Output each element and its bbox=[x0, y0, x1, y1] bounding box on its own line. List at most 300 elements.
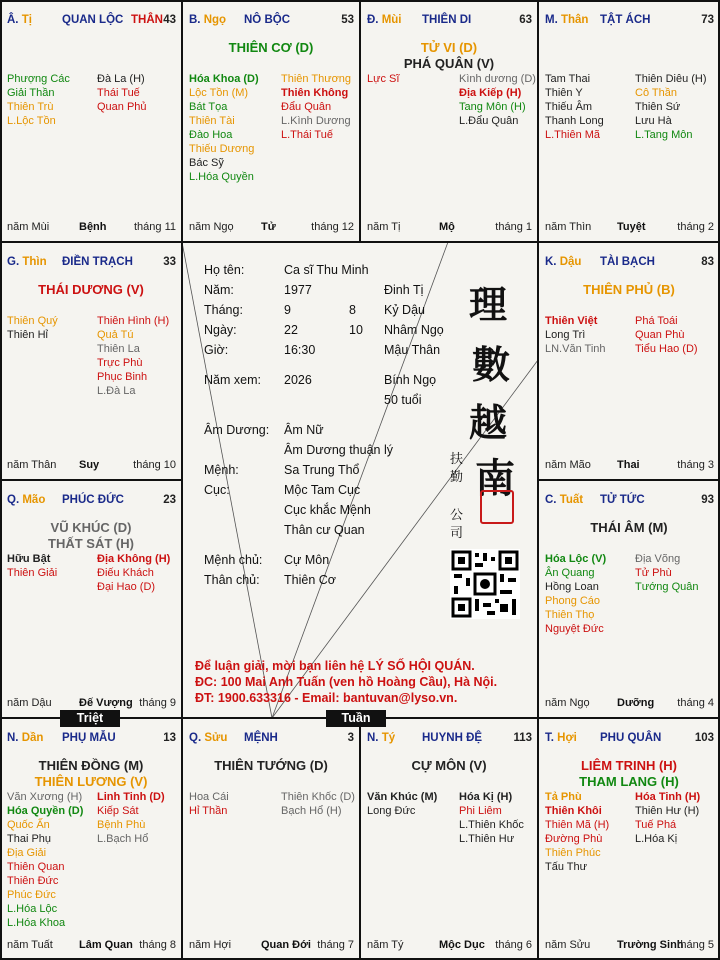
hour-value: 16:30 bbox=[284, 343, 316, 357]
minor-star: Thiên Diêu (H) bbox=[635, 73, 707, 85]
palace-header bbox=[545, 494, 714, 508]
palace-branch bbox=[367, 732, 395, 744]
palace-cell-hoi bbox=[538, 718, 720, 960]
right-star-column bbox=[459, 72, 536, 128]
palace-branch bbox=[545, 494, 583, 506]
palace-branch bbox=[7, 14, 32, 26]
minor-star: Quả Tú bbox=[97, 329, 134, 341]
palace-cell-ty bbox=[0, 0, 182, 242]
minor-star: Thiên Hình (H) bbox=[97, 315, 170, 327]
palace-month: tháng 10 bbox=[133, 459, 176, 471]
palace-header bbox=[7, 494, 176, 508]
palace-header bbox=[545, 256, 714, 270]
minor-star: Hóa Lộc (V) bbox=[545, 553, 607, 565]
branch-name: Thìn bbox=[22, 256, 47, 268]
minor-star: Địa Giải bbox=[7, 847, 47, 859]
minor-star: L.Hóa Khoa bbox=[7, 917, 66, 929]
branch-name: Tuất bbox=[559, 494, 584, 506]
minor-star: Điếu Khách bbox=[97, 567, 154, 579]
minor-star: Địa Võng bbox=[635, 553, 681, 565]
minor-star: Phi Liêm bbox=[459, 805, 502, 817]
branch-name: Mão bbox=[22, 494, 46, 506]
palace-footer bbox=[189, 939, 354, 952]
minor-star: Thiên La bbox=[97, 343, 140, 355]
logo-char: 數 bbox=[472, 342, 511, 387]
palace-stage: Tuyệt bbox=[617, 221, 646, 233]
minor-star: Linh Tinh (D) bbox=[97, 791, 165, 803]
right-star-column bbox=[281, 790, 355, 818]
minor-star: Thiên Khôi bbox=[545, 805, 602, 817]
minor-star: Tuế Phá bbox=[635, 819, 677, 831]
main-star: THẤT SÁT (H) bbox=[48, 536, 134, 551]
minor-star: Quốc Ấn bbox=[7, 819, 50, 831]
minor-star: Thiếu Âm bbox=[545, 101, 593, 113]
main-star: TỬ VI (D) bbox=[420, 40, 478, 55]
branch-letter: C. bbox=[545, 494, 560, 506]
palace-age: 103 bbox=[694, 732, 714, 744]
palace-month: tháng 11 bbox=[133, 221, 176, 233]
minor-star: L.Thiên Khốc bbox=[459, 819, 524, 831]
palace-stage: Thai bbox=[617, 459, 640, 471]
palace-month: tháng 12 bbox=[311, 221, 354, 233]
hour-label: Giờ: bbox=[204, 343, 229, 357]
main-star: THIÊN CƠ (D) bbox=[228, 40, 314, 55]
palace-year: năm Tý bbox=[367, 939, 404, 951]
minor-star: Long Đức bbox=[367, 805, 416, 817]
minor-star: L.Kình Dương bbox=[281, 115, 351, 127]
left-star-column bbox=[7, 790, 83, 930]
palace-name: PHỤ MẪU bbox=[62, 732, 116, 744]
palace-footer bbox=[7, 221, 176, 234]
branch-name: Thân bbox=[560, 14, 589, 26]
right-star-column bbox=[459, 790, 524, 846]
palace-age: 33 bbox=[163, 256, 176, 268]
palace-branch bbox=[189, 732, 227, 744]
branch-name: Ngọ bbox=[203, 14, 227, 26]
minor-star: Thiên Tài bbox=[189, 115, 235, 127]
minor-star: L.Thái Tuế bbox=[281, 129, 333, 141]
main-star: CỰ MÔN (V) bbox=[411, 758, 487, 773]
month-label: Tháng: bbox=[204, 303, 243, 317]
left-star-column bbox=[7, 552, 57, 580]
branch-letter: B. bbox=[189, 14, 204, 26]
palace-footer bbox=[7, 459, 176, 472]
main-star: THIÊN PHỦ (B) bbox=[583, 282, 675, 297]
left-star-column bbox=[545, 790, 609, 874]
left-star-column bbox=[7, 72, 70, 128]
palace-footer bbox=[545, 459, 714, 472]
palace-age: 23 bbox=[163, 494, 176, 506]
palace-month: tháng 6 bbox=[495, 939, 532, 951]
palace-year: năm Tuất bbox=[7, 939, 53, 951]
day-label: Ngày: bbox=[204, 323, 237, 337]
palace-footer bbox=[545, 697, 714, 710]
minor-star: Thiên Sứ bbox=[635, 101, 681, 113]
branch-name: Mùi bbox=[381, 14, 402, 26]
minor-star: Hóa Khoa (D) bbox=[189, 73, 259, 85]
palace-branch bbox=[7, 256, 47, 268]
minor-star: Thiên Giải bbox=[7, 567, 58, 579]
minor-star: Tiểu Hao (D) bbox=[635, 343, 698, 355]
minor-star: L.Thiên Mã bbox=[545, 129, 601, 141]
minor-star: Bạch Hổ (H) bbox=[281, 805, 342, 817]
month-lunar: 8 bbox=[349, 303, 356, 317]
logo-small-char: 勤 bbox=[450, 470, 464, 485]
menh-chu-value: Cự Môn bbox=[284, 553, 330, 567]
palace-stage: Đế Vượng bbox=[79, 697, 133, 709]
minor-star: L.Tang Môn bbox=[635, 129, 693, 141]
name-value: Ca sĩ Thu Minh bbox=[284, 263, 369, 277]
cuc-relation: Cục khắc Mệnh bbox=[284, 503, 371, 517]
right-star-column bbox=[97, 790, 165, 846]
main-star: THÁI DƯƠNG (V) bbox=[38, 282, 144, 297]
palace-cell-tuat bbox=[538, 480, 720, 718]
right-star-column bbox=[97, 314, 169, 398]
palace-cell-ti bbox=[360, 718, 538, 960]
palace-header bbox=[367, 14, 532, 28]
palace-cell-suu bbox=[182, 718, 360, 960]
palace-name: TỬ TỨC bbox=[600, 494, 645, 506]
minor-star: Ân Quang bbox=[545, 567, 595, 579]
branch-name: Tị bbox=[21, 14, 32, 26]
palace-name: HUYNH ĐỆ bbox=[422, 732, 483, 744]
main-star: LIÊM TRINH (H) bbox=[580, 758, 678, 773]
minor-star: Phong Cáo bbox=[545, 595, 601, 607]
minor-star: Hỉ Thần bbox=[189, 805, 228, 817]
logo-small-char: 公 bbox=[450, 508, 464, 523]
grid-line bbox=[359, 0, 361, 242]
minor-star: Văn Khúc (M) bbox=[367, 791, 438, 803]
palace-cell-dan bbox=[0, 718, 182, 960]
left-star-column bbox=[545, 552, 606, 636]
right-star-column bbox=[635, 790, 700, 846]
branch-letter: M. bbox=[545, 14, 561, 26]
minor-star: Thiên Khốc (D) bbox=[281, 791, 355, 803]
right-star-column bbox=[635, 314, 698, 356]
center-panel bbox=[182, 242, 538, 718]
palace-header bbox=[545, 732, 714, 746]
grid-line bbox=[538, 479, 720, 481]
year-value: 1977 bbox=[284, 283, 312, 297]
left-star-column bbox=[189, 790, 229, 818]
amduong-label: Âm Dương: bbox=[204, 423, 270, 437]
palace-month: tháng 8 bbox=[139, 939, 176, 951]
minor-star: Thiên Việt bbox=[545, 315, 598, 327]
left-star-column bbox=[7, 314, 58, 342]
minor-star: L.Lộc Tồn bbox=[7, 115, 56, 127]
logo-small-char: 司 bbox=[450, 526, 464, 541]
than-chu-label: Thân chủ: bbox=[204, 573, 260, 587]
palace-header bbox=[545, 14, 714, 28]
palace-header bbox=[7, 256, 176, 270]
palace-footer bbox=[545, 939, 714, 952]
right-star-column bbox=[281, 72, 351, 142]
palace-branch bbox=[7, 732, 43, 744]
right-star-column bbox=[97, 72, 147, 114]
minor-star: Kình dương (D) bbox=[459, 73, 536, 85]
palace-age: 73 bbox=[701, 14, 714, 26]
branch-letter: Â. bbox=[7, 14, 22, 26]
address-line: ĐC: 100 Mai Anh Tuấn (ven hồ Hoàng Cầu), Hà Nội. bbox=[195, 675, 498, 689]
minor-star: Địa Kiếp (H) bbox=[459, 87, 522, 99]
minor-star: Tử Phù bbox=[635, 567, 672, 579]
left-star-column bbox=[545, 72, 604, 142]
triet-tag: Triệt bbox=[60, 710, 120, 727]
minor-star: Đại Hao (D) bbox=[97, 581, 156, 593]
main-star: PHÁ QUÂN (V) bbox=[403, 56, 495, 71]
branch-letter: Q. bbox=[7, 494, 23, 506]
palace-branch bbox=[7, 494, 45, 506]
palace-header bbox=[7, 732, 176, 746]
right-star-column bbox=[635, 72, 707, 142]
minor-star: Phượng Các bbox=[7, 73, 70, 85]
minor-star: Lực Sĩ bbox=[367, 73, 400, 85]
palace-stage: Mộc Dục bbox=[439, 939, 485, 951]
main-star: THÁI ÂM (M) bbox=[590, 520, 668, 535]
name-label: Họ tên: bbox=[204, 263, 245, 277]
branch-letter: Đ. bbox=[367, 14, 382, 26]
main-star: THAM LANG (H) bbox=[579, 774, 679, 789]
main-star: THIÊN LƯƠNG (V) bbox=[34, 774, 148, 789]
year-label: Năm: bbox=[204, 283, 234, 297]
palace-name: QUAN LỘC bbox=[62, 14, 124, 26]
palace-year: năm Thìn bbox=[545, 221, 592, 233]
main-star: THIÊN ĐỒNG (M) bbox=[38, 758, 144, 773]
minor-star: Tang Môn (H) bbox=[459, 101, 526, 113]
red-seal-stamp bbox=[480, 490, 514, 524]
minor-star: Thiên Hỉ bbox=[7, 329, 48, 341]
palace-age: 63 bbox=[519, 14, 532, 26]
menh-label: Mệnh: bbox=[204, 463, 239, 477]
branch-name: Hợi bbox=[557, 732, 577, 744]
logo-char: 越 bbox=[469, 400, 508, 445]
minor-star: Phúc Đức bbox=[7, 889, 56, 901]
cuc-label: Cục: bbox=[204, 483, 230, 497]
main-star: VŨ KHÚC (D) bbox=[50, 520, 132, 535]
palace-year: năm Mùi bbox=[7, 221, 50, 233]
than-chu-value: Thiên Cơ bbox=[284, 573, 336, 587]
minor-star: Hóa Tinh (H) bbox=[635, 791, 701, 803]
minor-star: L.Hóa Kị bbox=[635, 833, 678, 845]
palace-branch bbox=[545, 256, 581, 268]
palace-footer bbox=[7, 939, 176, 952]
minor-star: Văn Xương (H) bbox=[7, 791, 83, 803]
palace-age: 113 bbox=[513, 732, 532, 744]
grid-line bbox=[0, 0, 2, 960]
palace-header bbox=[7, 14, 176, 28]
branch-letter: G. bbox=[7, 256, 23, 268]
palace-stage: Bệnh bbox=[79, 221, 107, 233]
palace-month: tháng 3 bbox=[677, 459, 714, 471]
palace-month: tháng 2 bbox=[677, 221, 714, 233]
minor-star: Đào Hoa bbox=[189, 129, 233, 141]
minor-star: Thiên Mã (H) bbox=[545, 819, 610, 831]
minor-star: Quan Phù bbox=[635, 329, 685, 341]
minor-star: Quan Phủ bbox=[97, 101, 147, 113]
palace-year: năm Ngọ bbox=[545, 697, 590, 709]
palace-month: tháng 7 bbox=[317, 939, 354, 951]
palace-age: 93 bbox=[701, 494, 714, 506]
palace-age: 53 bbox=[341, 14, 354, 26]
minor-star: Bác Sỹ bbox=[189, 157, 224, 169]
day-can: Nhâm Ngọ bbox=[384, 323, 444, 337]
month-solar: 9 bbox=[284, 303, 291, 317]
minor-star: L.Đẩu Quân bbox=[459, 115, 519, 127]
palace-cell-thin bbox=[0, 242, 182, 480]
month-can: Kỷ Dậu bbox=[384, 303, 425, 317]
menh-chu-label: Mệnh chủ: bbox=[204, 553, 263, 567]
branch-name: Tý bbox=[381, 732, 396, 744]
palace-year: năm Dậu bbox=[7, 697, 52, 709]
minor-star: Giải Thần bbox=[7, 87, 55, 99]
minor-star: Thiên Thọ bbox=[545, 609, 595, 621]
left-star-column bbox=[367, 790, 437, 818]
minor-star: Bát Tọa bbox=[189, 101, 228, 113]
palace-year: năm Mão bbox=[545, 459, 591, 471]
minor-star: Tam Thai bbox=[545, 73, 591, 85]
palace-branch bbox=[367, 14, 402, 26]
left-star-column bbox=[189, 72, 259, 184]
palace-name: ĐIỀN TRẠCH bbox=[62, 256, 133, 268]
minor-star: Hóa Quyền (D) bbox=[7, 805, 84, 817]
left-star-column bbox=[367, 72, 399, 86]
than-cu: Thân cư Quan bbox=[284, 523, 365, 537]
branch-letter: T. bbox=[545, 732, 558, 744]
day-solar: 22 bbox=[284, 323, 298, 337]
palace-stage: Trường Sinh bbox=[617, 939, 684, 951]
branch-letter: K. bbox=[545, 256, 560, 268]
view-age: 50 tuổi bbox=[384, 393, 422, 407]
minor-star: Phá Toái bbox=[635, 315, 678, 327]
palace-name: MỆNH bbox=[244, 732, 278, 744]
than-marker: THÂN bbox=[131, 14, 163, 26]
palace-name: PHU QUÂN bbox=[600, 732, 662, 744]
palace-footer bbox=[367, 221, 532, 234]
palace-stage: Quan Đới bbox=[261, 939, 311, 951]
minor-star: Thiên Quan bbox=[7, 861, 65, 873]
amduong-relation: Âm Dương thuận lý bbox=[284, 443, 393, 457]
year-can: Đinh Tị bbox=[384, 283, 424, 297]
minor-star: Phục Binh bbox=[97, 371, 148, 383]
palace-year: năm Thân bbox=[7, 459, 57, 471]
palace-stage: Dưỡng bbox=[617, 697, 655, 709]
palace-branch bbox=[189, 14, 226, 26]
minor-star: L.Bạch Hổ bbox=[97, 833, 149, 845]
minor-star: Thiên Thương bbox=[281, 73, 352, 85]
palace-cell-dau bbox=[538, 242, 720, 480]
palace-age: 3 bbox=[347, 732, 354, 744]
palace-stage: Mộ bbox=[439, 221, 455, 233]
logo-char: 南 bbox=[475, 455, 515, 502]
view-year-label: Năm xem: bbox=[204, 373, 261, 387]
grid-line bbox=[359, 718, 361, 960]
phone-email-line: ĐT: 1900.633316 - Email: bantuvan@lyso.vn. bbox=[195, 691, 458, 705]
palace-footer bbox=[189, 221, 354, 234]
minor-star: Thiên Hư (H) bbox=[635, 805, 700, 817]
minor-star: Tấu Thư bbox=[545, 861, 588, 873]
palace-branch bbox=[545, 14, 588, 26]
minor-star: Thanh Long bbox=[545, 115, 604, 127]
hour-can: Mậu Thân bbox=[384, 343, 441, 357]
palace-year: năm Ngọ bbox=[189, 221, 234, 233]
qr-code bbox=[450, 549, 520, 619]
branch-name: Dần bbox=[21, 732, 44, 744]
minor-star: Thái Tuế bbox=[97, 87, 140, 99]
minor-star: Thiên Trù bbox=[7, 101, 54, 113]
minor-star: Cô Thần bbox=[635, 87, 677, 99]
minor-star: Tướng Quân bbox=[635, 581, 699, 593]
palace-cell-mao bbox=[0, 480, 182, 718]
day-lunar: 10 bbox=[349, 323, 363, 337]
minor-star: Địa Không (H) bbox=[97, 553, 171, 565]
minor-star: Lưu Hà bbox=[635, 115, 672, 127]
palace-name: TÀI BẠCH bbox=[600, 256, 655, 268]
view-year-can: Bính Ngọ bbox=[384, 373, 437, 387]
minor-star: Nguyệt Đức bbox=[545, 623, 604, 635]
branch-letter: N. bbox=[7, 732, 22, 744]
logo-char: 理 bbox=[469, 282, 508, 327]
minor-star: Đà La (H) bbox=[97, 73, 145, 85]
amduong-value: Âm Nữ bbox=[284, 423, 324, 437]
palace-stage: Lâm Quan bbox=[79, 939, 133, 951]
branch-letter: N. bbox=[367, 732, 382, 744]
logo-small-char: 扶 bbox=[450, 452, 464, 467]
tuan-tag: Tuần bbox=[326, 710, 386, 727]
palace-month: tháng 5 bbox=[677, 939, 714, 951]
minor-star: Hữu Bật bbox=[7, 553, 51, 565]
minor-star: LN.Văn Tinh bbox=[545, 343, 606, 355]
minor-star: Hoa Cái bbox=[189, 791, 229, 803]
palace-cell-ngo bbox=[182, 0, 360, 242]
minor-star: L.Đà La bbox=[97, 385, 136, 397]
minor-star: Tả Phù bbox=[545, 791, 582, 803]
minor-star: Hóa Kị (H) bbox=[459, 791, 513, 803]
palace-name: THIÊN DI bbox=[422, 14, 472, 26]
palace-year: năm Tị bbox=[367, 221, 401, 233]
palace-year: năm Hợi bbox=[189, 939, 232, 951]
minor-star: Thiên Không bbox=[281, 87, 349, 99]
minor-star: Hồng Loan bbox=[545, 581, 599, 593]
minor-star: Long Trì bbox=[545, 329, 586, 341]
minor-star: Thiên Quý bbox=[7, 315, 58, 327]
palace-month: tháng 1 bbox=[495, 221, 532, 233]
palace-header bbox=[189, 14, 354, 28]
palace-stage: Suy bbox=[79, 459, 100, 471]
grid-line bbox=[0, 479, 182, 481]
minor-star: L.Hóa Lộc bbox=[7, 903, 58, 915]
minor-star: L.Thiên Hư bbox=[459, 833, 515, 845]
right-star-column bbox=[97, 552, 170, 594]
palace-age: 43 bbox=[163, 14, 176, 26]
branch-name: Dậu bbox=[559, 256, 582, 268]
minor-star: Đẩu Quân bbox=[281, 101, 332, 113]
view-year-value: 2026 bbox=[284, 373, 312, 387]
minor-star: Thiếu Dương bbox=[189, 143, 255, 155]
minor-star: Lộc Tồn (M) bbox=[189, 87, 249, 99]
palace-age: 13 bbox=[163, 732, 176, 744]
palace-header bbox=[189, 732, 354, 746]
palace-cell-than bbox=[538, 0, 720, 242]
palace-month: tháng 9 bbox=[139, 697, 176, 709]
minor-star: Thai Phụ bbox=[7, 833, 52, 845]
branch-name: Sửu bbox=[204, 732, 228, 744]
minor-star: L.Hóa Quyền bbox=[189, 171, 254, 183]
minor-star: Trực Phù bbox=[97, 357, 143, 369]
palace-name: NÔ BỘC bbox=[244, 14, 290, 26]
minor-star: Kiếp Sát bbox=[97, 805, 139, 817]
palace-stage: Tử bbox=[261, 221, 276, 233]
right-star-column bbox=[635, 552, 699, 594]
